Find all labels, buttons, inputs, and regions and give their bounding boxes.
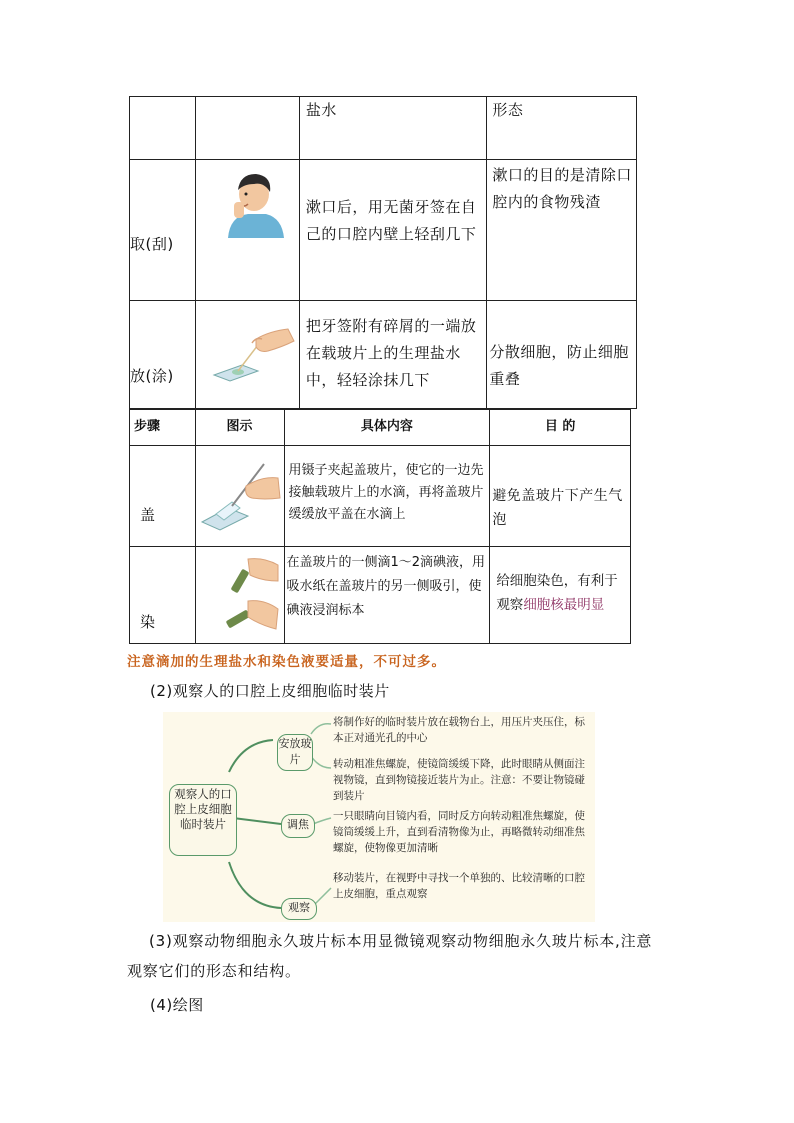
mindmap-focus-text-b: 一只眼睛向目镜内看，同时反方向转动粗准焦螺旋，使镜筒缓缓上升，直到看清物像为止，再略微转动细准焦螺旋，使物像更加清晰 [333,810,585,854]
header-figure: 图示 [195,410,284,446]
cell-purpose-continued [487,97,637,160]
cell-content-stain [284,547,490,644]
cover-slip-illustration [198,456,282,532]
content-continued-text: 盐水 [305,101,337,119]
purpose-stain-highlight: 细胞核最明显 [523,597,605,613]
smear-on-slide-illustration [208,317,298,387]
cell-step-cover [130,446,196,547]
cell-purpose-scrape [487,160,637,301]
cell-purpose-smear [487,301,637,409]
cell-figure-empty [195,97,299,160]
purpose-continued-text: 形态 [492,101,524,119]
cell-purpose-cover [490,446,631,547]
cell-figure-stain [195,547,284,644]
step-stain-label: 染 [140,613,156,631]
step-scrape-label: 取(刮) [130,234,174,253]
purpose-scrape-text: 漱口的目的是清除口腔内的食物残渣 [492,166,632,211]
cell-step-smear [130,301,196,409]
mindmap-observe-label: 观察 [288,901,310,914]
cell-step-stain [130,547,196,644]
mindmap-root-node [169,784,237,856]
section-2-title: (2)观察人的口腔上皮细胞临时装片 [150,682,390,700]
cell-content-smear [299,301,487,409]
cell-content-cover [284,446,490,547]
content-stain-text: 在盖玻片的一侧滴1～2滴碘液，用吸水纸在盖玻片的另一侧吸引，使碘液浸润标本 [286,555,486,618]
step-cover-label: 盖 [140,506,156,524]
rinse-mouth-boy-illustration [218,168,288,238]
notice-text: 注意滴加的生理盐水和染色液要适量，不可过多。 [127,654,446,670]
mindmap-root-label: 观察人的口腔上皮细胞临时装片 [174,787,232,831]
observation-mindmap [163,712,595,922]
cell-content-continued [299,97,487,160]
mindmap-node-observe [281,898,317,920]
mindmap-focus-text-a: 转动粗准焦螺旋，使镜筒缓缓下降，此时眼睛从侧面注视物镜，直到物镜接近装片为止。注意：不要让物镜碰到装片 [333,758,585,802]
mindmap-node-focus [281,814,315,838]
cell-figure-cover [195,446,284,547]
cell-figure-scrape [195,160,299,301]
procedure-table-upper [129,96,637,409]
purpose-stain-text: 给细胞染色，有利于观察 [496,573,618,613]
cell-purpose-stain [490,547,631,644]
mindmap-place-slide-label: 安放玻片 [278,737,312,766]
header-purpose: 目 的 [490,410,631,446]
purpose-smear-text: 分散细胞，防止细胞重叠 [489,343,629,388]
mindmap-focus-label: 调焦 [287,818,309,831]
staining-illustration [198,551,284,639]
purpose-cover-text: 避免盖玻片下产生气泡 [492,488,623,528]
section-4-title: (4)绘图 [150,996,204,1014]
header-content: 具体内容 [284,410,490,446]
mindmap-place-slide-text: 将制作好的临时装片放在载物台上，用压片夹压住，标本正对通光孔的中心 [333,716,585,744]
content-scrape-text: 漱口后，用无菌牙签在自己的口腔内壁上轻刮几下 [305,198,477,243]
procedure-table-lower [129,409,631,644]
cell-content-scrape [299,160,487,301]
section-3-text: (3)观察动物细胞永久玻片标本用显微镜观察动物细胞永久玻片标本,注意观察它们的形态和结构。 [127,932,653,980]
mindmap-observe-text: 移动装片，在视野中寻找一个单独的、比较清晰的口腔上皮细胞，重点观察 [333,872,585,900]
mindmap-node-place-slide [277,734,313,771]
step-smear-label: 放(涂) [130,367,174,385]
cell-figure-smear [195,301,299,409]
header-step: 步骤 [130,410,196,446]
cell-step-scrape [130,160,196,301]
content-smear-text: 把牙签附有碎屑的一端放在载玻片上的生理盐水中，轻轻涂抹几下 [305,317,477,389]
cell-step-empty [130,97,196,160]
content-cover-text: 用镊子夹起盖玻片，使它的一边先接触载玻片上的水滴，再将盖玻片缓缓放平盖在水滴上 [288,463,484,522]
